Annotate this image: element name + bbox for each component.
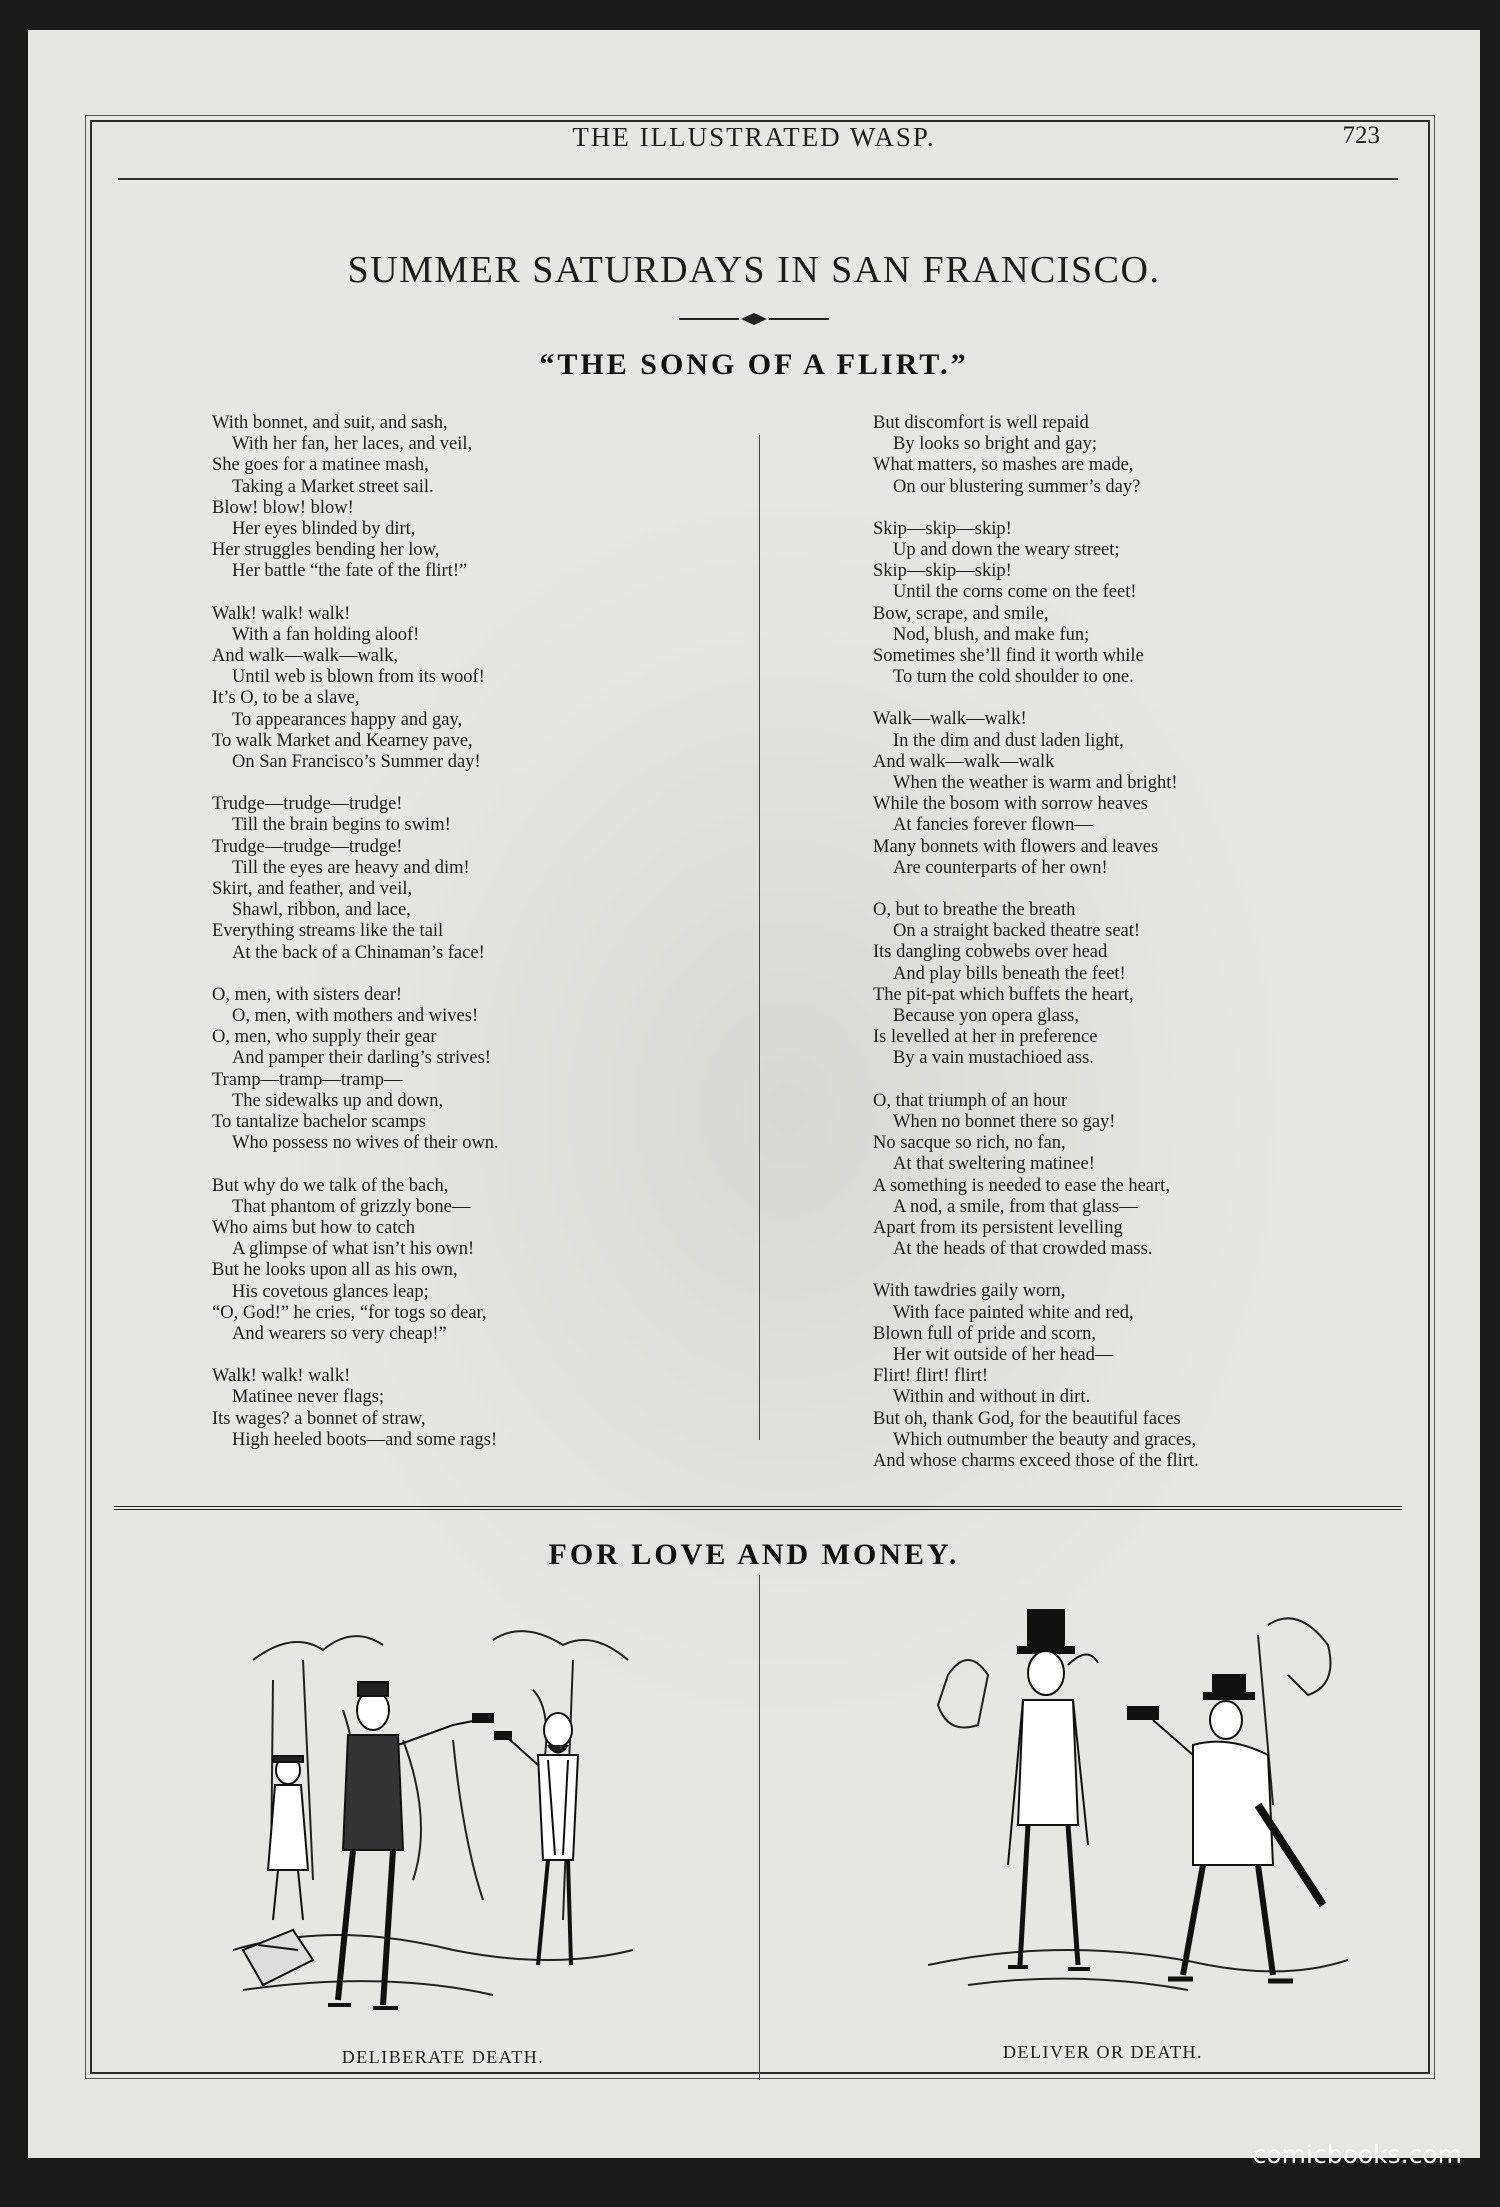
poem-line: Blow! blow! blow! [212,497,354,518]
poem-line: Its wages? a bonnet of straw, [212,1408,426,1429]
section-rule [114,1506,1402,1513]
poem-line: On a straight backed theatre seat! [893,921,1141,942]
poem-stanza [873,709,1433,879]
poem-line: His covetous glances leap; [232,1281,429,1302]
poem-line: Is levelled at her in preference [873,1027,1098,1048]
poem-line: Trudge—trudge—trudge! [212,794,403,815]
poem-line: And walk—walk—walk, [212,646,398,667]
column-divider [759,435,760,1440]
poem-line: At the heads of that crowded mass. [893,1239,1153,1260]
poem-line: Skip—skip—skip! [873,518,1012,539]
poem-line: To turn the cold shoulder to one. [893,667,1134,688]
poem-right-column [873,413,1433,1493]
poem-line: Until web is blown from its woof! [232,667,485,688]
poem-line: On our blustering summer’s day? [893,476,1141,497]
poem-line: The sidewalks up and down, [232,1090,444,1111]
poem-stanza [212,1366,672,1451]
poem-line: Bow, scrape, and smile, [873,603,1049,624]
poem-line: Shawl, ribbon, and lace, [232,900,411,921]
newspaper-page [28,30,1480,2158]
publication-title: THE ILLUSTRATED WASP. [572,122,936,152]
poem-line: What matters, so mashes are made, [873,455,1134,476]
poem-stanza [873,900,1433,1070]
poem-stanza [873,413,1433,498]
ornament-divider-icon [28,310,1480,332]
poem-stanza [873,1091,1433,1261]
poem-line: O, men, with mothers and wives! [232,1006,479,1027]
poem-line: Are counterparts of her own! [893,857,1108,878]
poem-line: No sacque so rich, no fan, [873,1133,1066,1154]
poem-line: With a fan holding aloof! [232,624,420,645]
poem-line: But why do we talk of the bach, [212,1175,449,1196]
page-number: 723 [1342,122,1380,149]
poem-line: And pamper their darling’s strives! [232,1048,491,1069]
poem-stanza [873,519,1433,689]
robbery-cartoon-illustration [928,1605,1348,2015]
poem-line: Skirt, and feather, and veil, [212,879,413,900]
poem-stanza [212,794,672,964]
poem-line: Skip—skip—skip! [873,561,1012,582]
poem-line: Who aims but how to catch [212,1217,415,1238]
poem-stanza [212,604,672,774]
poem-line: But oh, thank God, for the beautiful faces [873,1408,1181,1429]
poem-line: Its dangling cobwebs over head [873,942,1108,963]
poem-line: Walk! walk! walk! [212,1366,351,1387]
poem-line: Sometimes she’ll find it worth while [873,646,1144,667]
poem-line: And walk—walk—walk [873,751,1055,772]
poem-line: On San Francisco’s Summer day! [232,752,481,773]
poem-line: A something is needed to ease the heart, [873,1175,1170,1196]
poem-title: “THE SONG OF A FLIRT.” [539,348,969,381]
poem-line: Because yon opera glass, [893,1006,1079,1027]
poem-line: Blown full of pride and scorn, [873,1323,1096,1344]
poem-line: To walk Market and Kearney pave, [212,730,473,751]
poem-left-column [212,413,672,1472]
poem-line: With tawdries gaily worn, [873,1281,1066,1302]
poem-line: At the back of a Chinaman’s face! [232,942,485,963]
poem-line: And wearers so very cheap!” [232,1323,447,1344]
poem-line: Trudge—trudge—trudge! [212,836,403,857]
poem-line: At that sweltering matinee! [893,1154,1095,1175]
poem-line: And play bills beneath the feet! [893,963,1126,984]
poem-line: Many bonnets with flowers and leaves [873,836,1159,857]
poem-line: Walk—walk—walk! [873,709,1027,730]
poem-line: Who possess no wives of their own. [232,1133,499,1154]
cartoon-divider [759,1575,760,2080]
watermark: comicbooks.com [1252,2140,1462,2169]
poem-line: With bonnet, and suit, and sash, [212,413,448,433]
duel-cartoon-illustration [233,1620,643,2015]
poem-line: Nod, blush, and make fun; [893,624,1090,645]
poem-stanza [212,985,672,1155]
poem-line: Everything streams like the tail [212,921,444,942]
poem-line: Taking a Market street sail. [232,476,434,497]
poem-stanza [873,1281,1433,1472]
poem-line: It’s O, to be a slave, [212,688,360,709]
poem-line: “O, God!” he cries, “for togs so dear, [212,1302,487,1323]
poem-line: A nod, a smile, from that glass— [893,1196,1138,1217]
poem-line: When no bonnet there so gay! [893,1111,1116,1132]
poem-line: The pit-pat which buffets the heart, [873,984,1134,1005]
poem-line: Flirt! flirt! flirt! [873,1366,989,1387]
poem-line: Within and without in dirt. [893,1387,1091,1408]
poem-line: A glimpse of what isn’t his own! [232,1239,475,1260]
poem-line: O, men, with sisters dear! [212,984,403,1005]
poem-line: But he looks upon all as his own, [212,1260,458,1281]
poem-line: With face painted white and red, [893,1302,1134,1323]
poem-line: And whose charms exceed those of the flirt. [873,1450,1199,1471]
poem-line: O, men, who supply their gear [212,1027,437,1048]
poem-line: Till the eyes are heavy and dim! [232,857,470,878]
poem-line: But discomfort is well repaid [873,413,1089,433]
poem-line: O, but to breathe the breath [873,900,1076,921]
poem-line: That phantom of grizzly bone— [232,1196,471,1217]
poem-line: Her struggles bending her low, [212,540,440,561]
poem-line: Till the brain begins to swim! [232,815,451,836]
poem-line: While the bosom with sorrow heaves [873,794,1148,815]
poem-line: Up and down the weary street; [893,540,1120,561]
poem-line: Until the corns come on the feet! [893,582,1137,603]
cartoon-section-title: FOR LOVE AND MONEY. [548,1538,960,1571]
poem-line: She goes for a matinee mash, [212,455,429,476]
poem-line: O, that triumph of an hour [873,1090,1068,1111]
poem-line: To tantalize bachelor scamps [212,1112,426,1133]
left-cartoon-caption: DELIBERATE DEATH. [341,2047,545,2067]
poem-line: Her battle “the fate of the flirt!” [232,561,468,582]
poem-line: Which outnumber the beauty and graces, [893,1429,1197,1450]
poem-line: Her wit outside of her head— [893,1344,1114,1365]
poem-line: Apart from its persistent levelling [873,1217,1123,1238]
poem-line: High heeled boots—and some rags! [232,1429,498,1450]
poem-line: By a vain mustachioed ass. [893,1048,1094,1069]
poem-line: With her fan, her laces, and veil, [232,434,473,455]
poem-line: Tramp—tramp—tramp— [212,1069,403,1090]
poem-line: Matinee never flags; [232,1387,385,1408]
poem-stanza [212,413,672,583]
poem-line: Her eyes blinded by dirt, [232,519,416,540]
poem-line: When the weather is warm and bright! [893,773,1178,794]
poem-line: In the dim and dust laden light, [893,730,1124,751]
poem-line: Walk! walk! walk! [212,603,351,624]
poem-line: At fancies forever flown— [893,815,1093,836]
poem-line: To appearances happy and gay, [232,709,463,730]
article-title: SUMMER SATURDAYS IN SAN FRANCISCO. [347,249,1161,291]
header-rule [118,178,1398,180]
poem-line: By looks so bright and gay; [893,434,1098,455]
right-cartoon-caption: DELIVER OR DEATH. [1003,2042,1203,2062]
poem-stanza [212,1176,672,1346]
